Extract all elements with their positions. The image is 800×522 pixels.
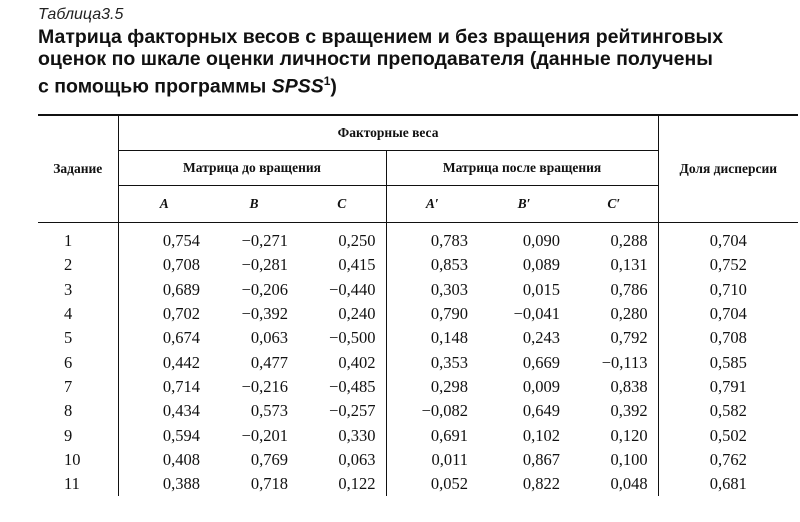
cell-b: −0,206 [241, 279, 288, 299]
table-body [38, 223, 798, 497]
cell-c: 0,330 [298, 423, 386, 447]
cell-a-prime: 0,790 [430, 304, 468, 324]
cell-variance-share: 0,762 [709, 449, 747, 469]
cell-b-prime: 0,090 [522, 231, 560, 251]
cell-b-prime: 0,822 [522, 474, 560, 494]
cell-variance-share: 0,710 [709, 279, 747, 299]
table-title [38, 26, 798, 98]
cell-a-prime: 0,052 [430, 474, 468, 494]
cell-variance-share: 0,704 [709, 231, 747, 251]
cell-a-prime: −0,082 [421, 401, 468, 421]
cell-a-prime: 0,303 [430, 279, 468, 299]
header-after-rotation: Матрица после вращения [386, 151, 658, 186]
table-row [38, 278, 798, 302]
cell-a-prime: 0,783 [430, 231, 468, 251]
cell-a-prime: 0,353 [430, 352, 468, 372]
header-col-b: B [210, 186, 298, 223]
cell-task: 2 [38, 253, 118, 277]
table-row [38, 472, 798, 496]
cell-b: −0,216 [241, 376, 288, 396]
cell-c-prime: 0,838 [570, 375, 658, 399]
cell-variance-share: 0,502 [709, 425, 747, 445]
header-col-b-prime: B′ [478, 186, 570, 223]
header-variance-share: Доля дисперсии [658, 115, 798, 223]
cell-b-prime: −0,041 [513, 304, 560, 324]
cell-task: 10 [38, 448, 118, 472]
cell-a: 0,708 [162, 255, 200, 275]
cell-a: 0,594 [162, 425, 200, 445]
table-row [38, 223, 798, 254]
cell-variance-share: 0,752 [709, 255, 747, 275]
cell-c-prime: 0,280 [570, 302, 658, 326]
table-row [38, 302, 798, 326]
cell-variance-share: 0,791 [709, 376, 747, 396]
title-line-3-prefix: с помощью программы [38, 75, 272, 98]
cell-task: 6 [38, 350, 118, 374]
cell-a-prime: 0,011 [431, 449, 468, 469]
cell-a: 0,702 [162, 304, 200, 324]
table-row [38, 326, 798, 350]
cell-c: 0,402 [298, 350, 386, 374]
header-col-a: A [118, 186, 210, 223]
factor-weights-table [38, 114, 798, 496]
cell-b: 0,063 [250, 328, 288, 348]
header-task: Задание [38, 115, 118, 223]
cell-c-prime: −0,113 [570, 350, 658, 374]
cell-a: 0,408 [162, 449, 200, 469]
cell-a: 0,689 [162, 279, 200, 299]
cell-task: 8 [38, 399, 118, 423]
cell-b: −0,392 [241, 304, 288, 324]
cell-c: −0,440 [298, 278, 386, 302]
cell-a: 0,442 [162, 352, 200, 372]
cell-task: 4 [38, 302, 118, 326]
cell-b-prime: 0,102 [522, 425, 560, 445]
cell-a: 0,434 [162, 401, 200, 421]
title-line-3 [38, 70, 798, 98]
cell-c-prime: 0,048 [570, 472, 658, 496]
cell-c-prime: 0,392 [570, 399, 658, 423]
cell-b: 0,718 [250, 474, 288, 494]
cell-b-prime: 0,243 [522, 328, 560, 348]
cell-c: 0,415 [298, 253, 386, 277]
footnote-mark: 1 [323, 74, 331, 88]
cell-task: 9 [38, 423, 118, 447]
table-header [38, 115, 798, 223]
cell-b: −0,201 [241, 425, 288, 445]
cell-c-prime: 0,120 [570, 423, 658, 447]
cell-c: 0,240 [298, 302, 386, 326]
cell-variance-share: 0,704 [709, 304, 747, 324]
header-col-c: C [298, 186, 386, 223]
cell-c-prime: 0,131 [570, 253, 658, 277]
cell-task: 1 [38, 223, 118, 254]
cell-variance-share: 0,681 [709, 474, 747, 494]
cell-a-prime: 0,853 [430, 255, 468, 275]
table-number: Таблица3.5 [38, 6, 124, 23]
table-row [38, 253, 798, 277]
cell-variance-share: 0,582 [709, 401, 747, 421]
cell-c-prime: 0,288 [570, 223, 658, 254]
cell-b: 0,477 [250, 352, 288, 372]
cell-task: 7 [38, 375, 118, 399]
title-line-3-suffix: ) [330, 75, 337, 98]
header-factor-weights: Факторные веса [118, 115, 658, 151]
cell-c-prime: 0,100 [570, 448, 658, 472]
cell-b-prime: 0,669 [522, 352, 560, 372]
table-row [38, 350, 798, 374]
cell-c: −0,485 [298, 375, 386, 399]
title-line-2: оценок по шкале оценки личности преподавателя (данные получены [38, 48, 713, 70]
cell-b: −0,271 [241, 231, 288, 251]
cell-a: 0,674 [162, 328, 200, 348]
cell-a: 0,754 [162, 231, 200, 251]
cell-c: 0,063 [298, 448, 386, 472]
program-name: SPSS [271, 75, 324, 98]
table-row [38, 448, 798, 472]
cell-b: 0,769 [250, 449, 288, 469]
cell-a: 0,388 [162, 474, 200, 494]
cell-b: −0,281 [241, 255, 288, 275]
cell-b-prime: 0,649 [522, 401, 560, 421]
table-row [38, 423, 798, 447]
cell-c-prime: 0,792 [570, 326, 658, 350]
cell-b: 0,573 [250, 401, 288, 421]
cell-variance-share: 0,708 [709, 328, 747, 348]
title-line-1: Матрица факторных весов с вращением и без вращения рейтинговых [38, 26, 724, 48]
table-row [38, 399, 798, 423]
cell-c-prime: 0,786 [570, 278, 658, 302]
cell-task: 5 [38, 326, 118, 350]
table-row [38, 375, 798, 399]
header-col-a-prime: A′ [386, 186, 478, 223]
cell-a-prime: 0,691 [430, 425, 468, 445]
cell-c: −0,500 [298, 326, 386, 350]
cell-b-prime: 0,009 [522, 376, 560, 396]
table-caption [38, 4, 798, 98]
cell-task: 3 [38, 278, 118, 302]
cell-variance-share: 0,585 [709, 352, 747, 372]
cell-b-prime: 0,089 [522, 255, 560, 275]
header-col-c-prime: C′ [570, 186, 658, 223]
cell-a: 0,714 [162, 376, 200, 396]
cell-a-prime: 0,148 [430, 328, 468, 348]
cell-task: 11 [38, 472, 118, 496]
cell-c: 0,122 [298, 472, 386, 496]
cell-b-prime: 0,867 [522, 449, 560, 469]
cell-c: −0,257 [298, 399, 386, 423]
cell-b-prime: 0,015 [522, 279, 560, 299]
cell-a-prime: 0,298 [430, 376, 468, 396]
header-before-rotation: Матрица до вращения [118, 151, 386, 186]
cell-c: 0,250 [298, 223, 386, 254]
